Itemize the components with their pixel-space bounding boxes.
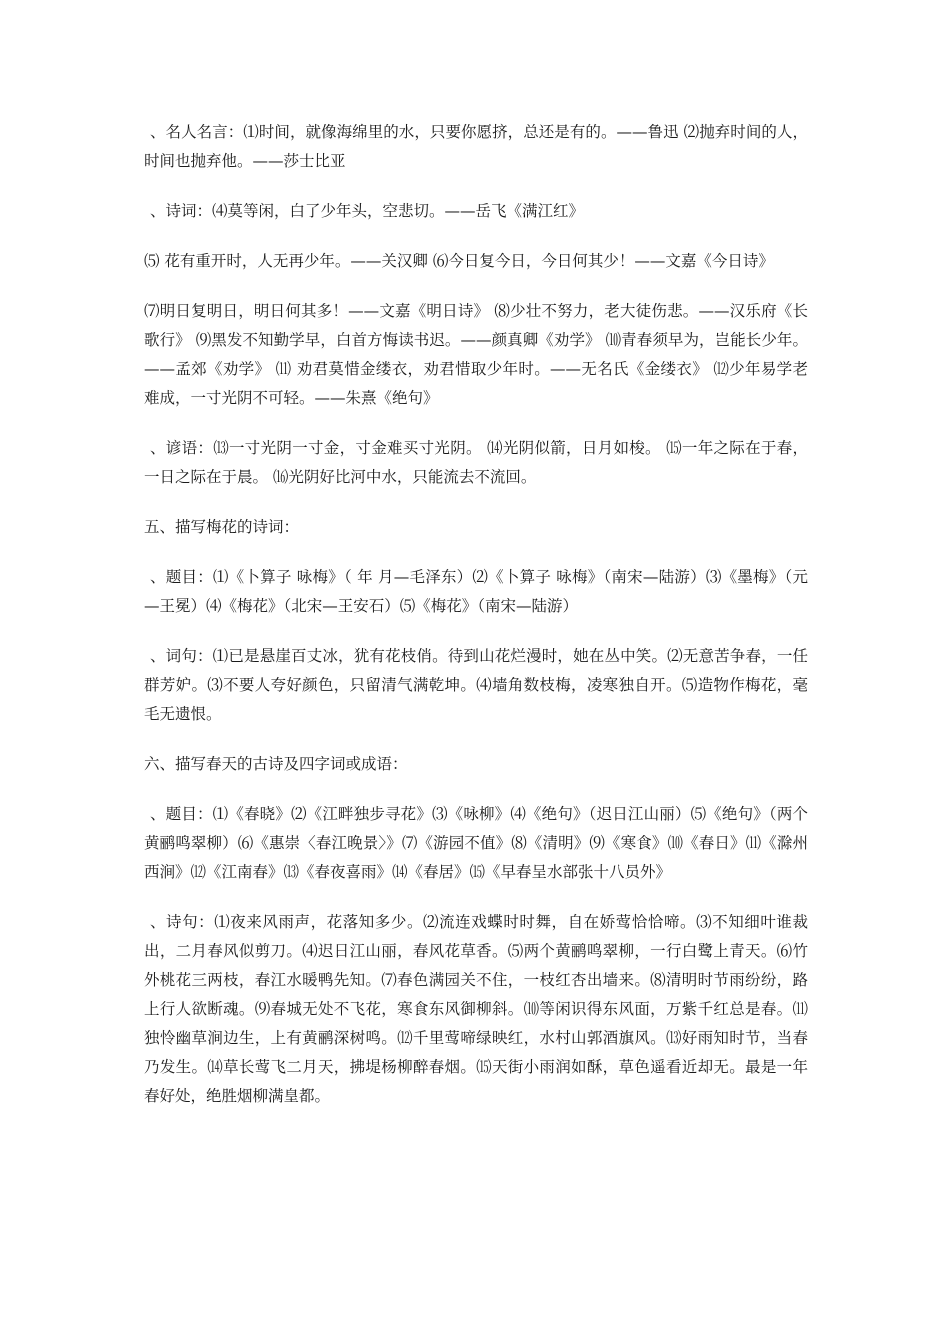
paragraph-spring-verses: 、诗句：⑴夜来风雨声，花落知多少。⑵流连戏蝶时时舞，自在娇莺恰恰啼。⑶不知细叶谁裁出，二月春风似剪刀。⑷迟日江山丽，春风花草香。⑸两个黄鹂鸣翠柳，一行白鹭上青天。⑹竹外桃花三两枝，春江水暖鸭先知。⑺春色满园关不住，一枝红杏出墙来。⑻清明时节雨纷纷，路上行人欲断魂。⑼春城无处不飞花，寒食东风御柳斜。⑽等闲识得东风面，万紫千红总是春。⑾独怜幽草涧边生，上有黄鹂深树鸣。⑿千里莺啼绿映红，水村山郭酒旗风。⒀好雨知时节，当春乃发生。⒁草长莺飞二月天，拂堤杨柳醉春烟。⒂天街小雨润如酥，草色遥看近却无。最是一年春好处，绝胜烟柳满皇都。 bbox=[144, 913, 808, 1105]
section-heading-spring: 六、描写春天的古诗及四字词或成语： bbox=[144, 755, 408, 773]
paragraph-famous-quotes: 、名人名言：⑴时间，就像海绵里的水，只要你愿挤，总还是有的。——鲁迅 ⑵抛弃时间的人，时间也抛弃他。——莎士比亚 bbox=[144, 123, 808, 170]
section-heading-plum: 五、描写梅花的诗词： bbox=[144, 518, 300, 536]
document-page bbox=[144, 118, 808, 1132]
paragraph-spring-titles: 、题目：⑴《春晓》⑵《江畔独步寻花》⑶《咏柳》⑷《绝句》（迟日江山丽）⑸《绝句》（两个黄鹂鸣翠柳）⑹《惠崇〈春江晚景〉》⑺《游园不值》⑻《清明》⑼《寒食》⑽《春日》⑾《滁州西涧》⑿《江南春》⒀《春夜喜雨》⒁《春居》⒂《早春呈水部张十八员外》 bbox=[144, 805, 808, 881]
paragraph-poems-heading: 、诗词：⑷莫等闲，白了少年头，空悲切。——岳飞《满江红》 bbox=[150, 202, 585, 220]
paragraph-plum-titles: 、题目：⑴《卜算子 咏梅》（ 年 月—毛泽东）⑵《卜算子 咏梅》（南宋—陆游）⑶《墨梅》（元—王冕）⑷《梅花》（北宋—王安石）⑸《梅花》（南宋—陆游） bbox=[144, 568, 808, 615]
paragraph-poems-7-12: ⑺明日复明日，明日何其多！——文嘉《明日诗》 ⑻少壮不努力，老大徒伤悲。——汉乐府《长歌行》 ⑼黑发不知勤学早，白首方悔读书迟。——颜真卿《劝学》 ⑽青春须早为，岂能长少年。——孟郊《劝学》 ⑾ 劝君莫惜金缕衣，劝君惜取少年时。——无名氏《金缕衣》 ⑿少年易学老难成，一寸光阴不可轻。——朱熹《绝句》 bbox=[144, 302, 808, 407]
paragraph-plum-verses: 、词句：⑴已是悬崖百丈冰，犹有花枝俏。待到山花烂漫时，她在丛中笑。⑵无意苦争春，一任群芳妒。⑶不要人夸好颜色，只留清气满乾坤。⑷墙角数枝梅，凌寒独自开。⑸造物作梅花，毫毛无遗恨。 bbox=[144, 647, 808, 723]
paragraph-poems-5-6: ⑸ 花有重开时，人无再少年。——关汉卿 ⑹今日复今日，今日何其少！——文嘉《今日诗》 bbox=[144, 252, 774, 270]
paragraph-proverbs: 、谚语：⒀一寸光阴一寸金，寸金难买寸光阴。 ⒁光阴似箭，日月如梭。 ⒂一年之际在于春，一日之际在于晨。 ⒃光阴好比河中水，只能流去不流回。 bbox=[144, 439, 808, 486]
